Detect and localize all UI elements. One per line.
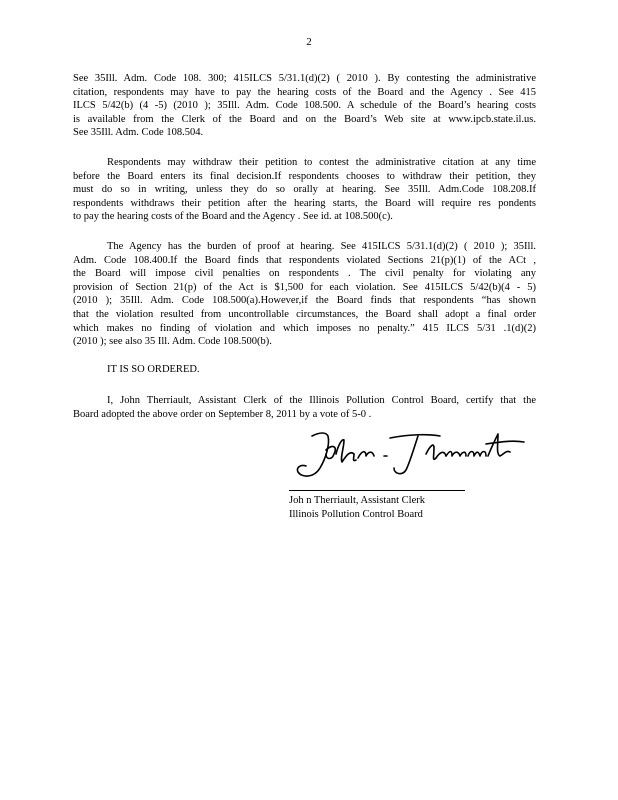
paragraph-withdraw-petition [73,156,536,224]
text-line: ILCS 5/42(b) (4 -5) (2010 ); 35Ill. Adm. Code 108.500. A schedule of the Board’s hearing costs [73,100,536,112]
text-line: must do so in writing, unless they do so orally at hearing. See 35Ill. Adm.Code 108.208.If [73,184,536,196]
signer-name-title: Joh n Therriault, Assistant Clerk [289,495,426,506]
text-line: respondents withdraws their petition after the hearing starts, the Board will require res pondents [73,197,536,209]
text-line: Adm. Code 108.400.If the Board finds that respondents violated Sections 21(p)(1) of the ACt , [73,254,536,266]
handwritten-signature [290,428,530,484]
paragraph-certification [73,394,536,421]
text-line: citation, respondents may have to pay the hearing costs of the Board and the Agency . See 415 [73,86,536,98]
text-line: (2010 ); 35Ill. Adm. Code 108.500(a).However,if the Board finds that respondents “has shown [73,295,536,307]
signature-block [289,494,425,521]
paragraph-so-ordered [73,363,536,377]
text-line: IT IS SO ORDERED. [107,364,200,375]
text-line: the Board will impose civil penalties on respondents . The civil penalty for violating any [73,268,536,280]
text-line: I, John Therriault, Assistant Clerk of the Illinois Pollution Control Board, certify that the [107,395,536,406]
text-line: which makes no finding of violation and which imposes no penalty.” 415 ILCS 5/31 .1(d)(2) [73,322,536,334]
text-line: (2010 ); see also 35 Ill. Adm. Code 108.500(b). [73,336,272,348]
text-line: provision of Section 21(p) of the Act is $1,500 for each violation. See 415ILCS 5/42(b)(4 - 5) [73,281,536,293]
text-line: to pay the hearing costs of the Board and the Agency . See id. at 108.500(c). [73,211,393,223]
text-line: that the violation resulted from uncontrollable circumstances, the Board shall adopt a final order [73,308,536,320]
text-line: The Agency has the burden of proof at hearing. See 415ILCS 5/31.1(d)(2) ( 2010 ); 35Ill. [107,241,536,252]
text-line: is available from the Clerk of the Board and on the Board’s Web site at www.ipcb.state.il.us. [73,113,536,125]
paragraph-hearing-costs [73,72,536,140]
text-line: See 35Ill. Adm. Code 108. 300; 415ILCS 5/31.1(d)(2) ( 2010 ). By contesting the administrative [73,73,536,84]
text-line: before the Board enters its final decision.If respondents chooses to withdraw their petition, they [73,170,536,182]
text-line: Board adopted the above order on September 8, 2011 by a vote of 5-0 . [73,408,372,420]
text-line: See 35Ill. Adm. Code 108.504. [73,127,204,139]
signer-organization: Illinois Pollution Control Board [289,508,423,520]
signature-line [289,490,465,491]
paragraph-burden-of-proof [73,240,536,349]
text-line: Respondents may withdraw their petition to contest the administrative citation at any time [107,157,536,168]
page-number: 2 [306,36,312,48]
